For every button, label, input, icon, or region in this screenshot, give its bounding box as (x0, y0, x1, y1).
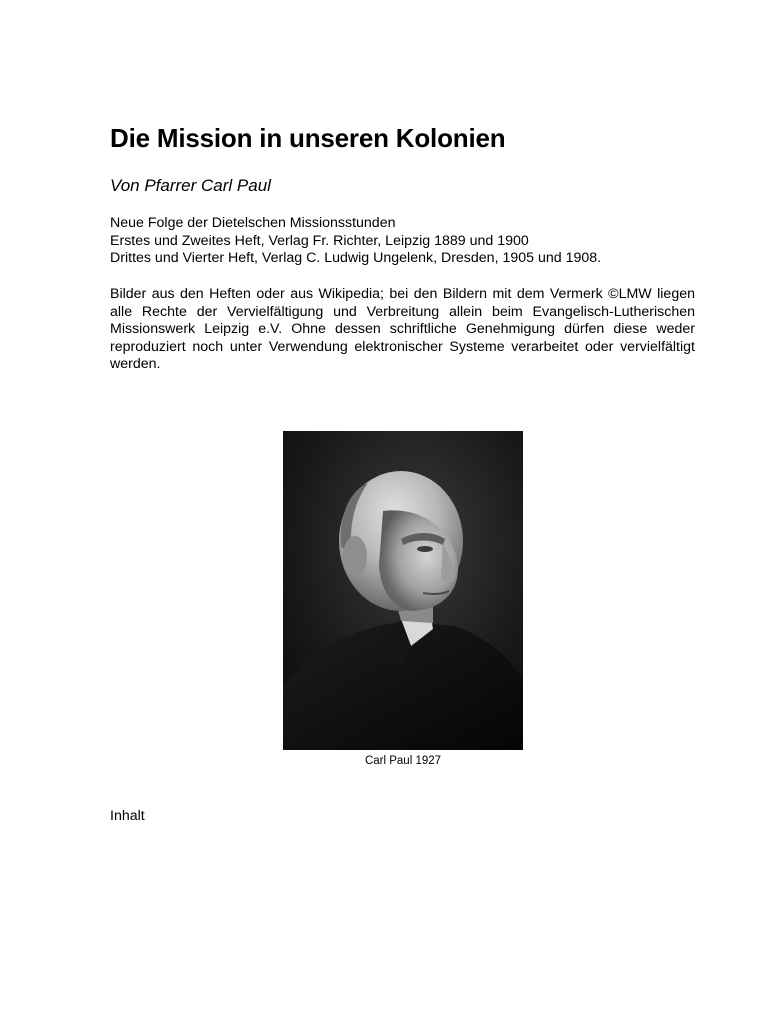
toc-heading: Inhalt (110, 808, 145, 824)
rights-notice: Bilder aus den Heften oder aus Wikipedia; bei den Bildern mit dem Vermerk ©LMW liegen alle Rechte der Vervielfältigung und Verbreitung allein beim Evangelisch-Lutherischen Missionswerk Leipzig e.V. Ohne dessen schriftliche Genehmigung dürfen diese weder reproduziert noch unter Verwendung elektronischer Systeme verarbeitet oder vervielfältigt werden. (110, 286, 695, 372)
publication-line: Neue Folge der Dietelschen Missionsstunden (110, 215, 396, 231)
publication-line: Erstes und Zweites Heft, Verlag Fr. Richter, Leipzig 1889 und 1900 (110, 232, 529, 249)
publication-info (110, 215, 601, 268)
photo-caption: Carl Paul 1927 (364, 755, 442, 767)
portrait-photo (283, 431, 523, 750)
publication-line: Drittes und Vierter Heft, Verlag C. Ludwig Ungelenk, Dresden, 1905 und 1908. (110, 250, 602, 266)
page-title: Die Mission in unseren Kolonien (110, 123, 506, 153)
portrait-image (283, 431, 523, 750)
author-subtitle: Von Pfarrer Carl Paul (110, 176, 271, 195)
